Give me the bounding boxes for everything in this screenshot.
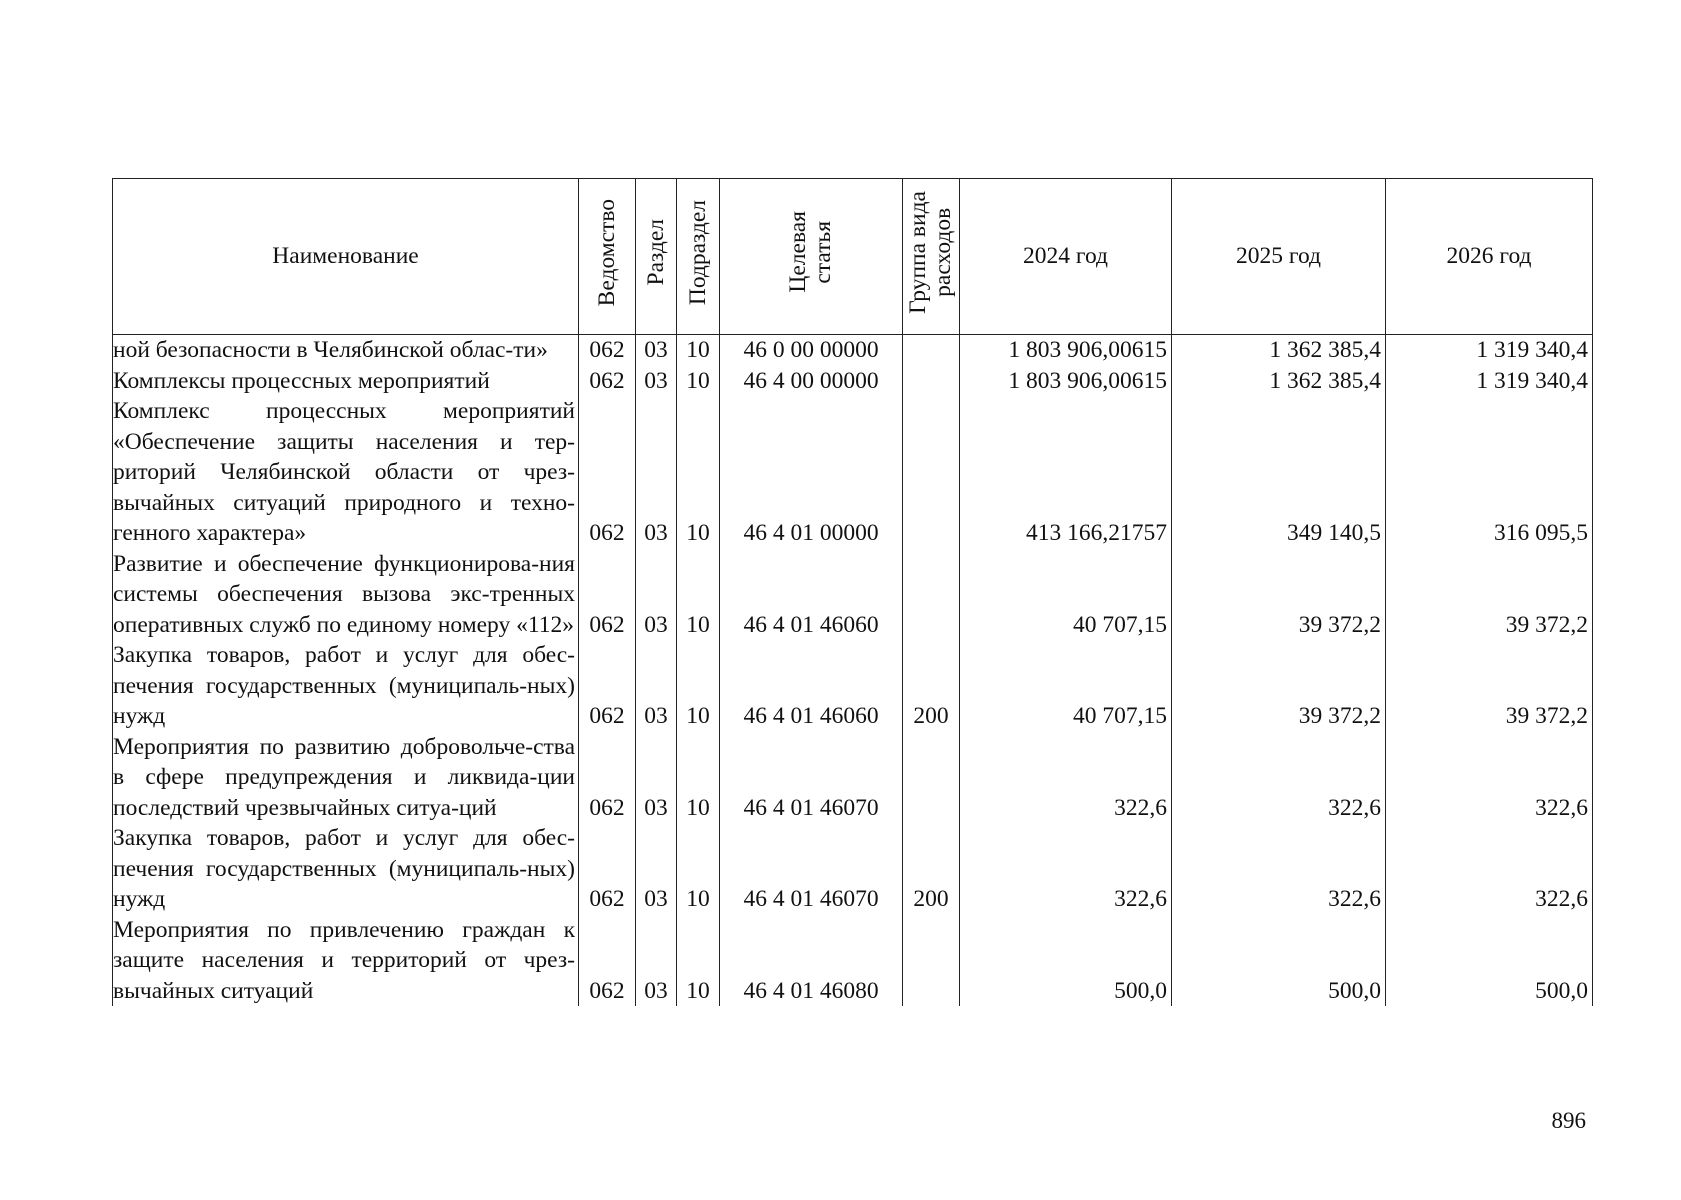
cell-razdel: 03	[636, 335, 677, 366]
cell-y2026: 1 319 340,4	[1386, 366, 1593, 397]
cell-podrazdel: 10	[677, 640, 720, 732]
table-header	[113, 179, 1593, 335]
cell-celevaya: 46 4 01 46060	[720, 640, 903, 732]
cell-y2024: 500,0	[960, 915, 1172, 1007]
table-row	[113, 732, 1593, 824]
cell-y2025: 1 362 385,4	[1172, 335, 1386, 366]
cell-y2024: 1 803 906,00615	[960, 335, 1172, 366]
cell-y2024: 40 707,15	[960, 549, 1172, 641]
cell-razdel: 03	[636, 823, 677, 915]
cell-name: Мероприятия по привлечению граждан к защите населения и территорий от чрез-вычайных ситуаций	[113, 915, 579, 1007]
cell-ved: 062	[579, 366, 636, 397]
cell-gruppa	[903, 366, 960, 397]
header-2024: 2024 год	[960, 179, 1172, 335]
cell-gruppa	[903, 732, 960, 824]
cell-gruppa	[903, 915, 960, 1007]
cell-y2026: 39 372,2	[1386, 549, 1593, 641]
cell-y2026: 500,0	[1386, 915, 1593, 1007]
cell-name: Закупка товаров, работ и услуг для обес-печения государственных (муниципаль-ных) нужд	[113, 640, 579, 732]
table-row	[113, 823, 1593, 915]
cell-y2025: 349 140,5	[1172, 396, 1386, 549]
header-gruppa	[903, 179, 960, 335]
cell-celevaya: 46 4 01 46060	[720, 549, 903, 641]
cell-gruppa	[903, 335, 960, 366]
cell-name: Закупка товаров, работ и услуг для обес-печения государственных (муниципаль-ных) нужд	[113, 823, 579, 915]
cell-celevaya: 46 0 00 00000	[720, 335, 903, 366]
cell-y2025: 322,6	[1172, 823, 1386, 915]
cell-name: Мероприятия по развитию добровольче-ства в сфере предупреждения и ликвида-ции последствий чрезвычайных ситуа-ций	[113, 732, 579, 824]
table-row	[113, 396, 1593, 549]
table-row	[113, 366, 1593, 397]
cell-razdel: 03	[636, 732, 677, 824]
table-row	[113, 335, 1593, 366]
cell-podrazdel: 10	[677, 549, 720, 641]
header-podrazdel-label: Подраздел	[684, 199, 711, 305]
cell-y2024: 40 707,15	[960, 640, 1172, 732]
cell-podrazdel: 10	[677, 335, 720, 366]
cell-ved: 062	[579, 915, 636, 1007]
cell-podrazdel: 10	[677, 366, 720, 397]
cell-razdel: 03	[636, 549, 677, 641]
cell-podrazdel: 10	[677, 823, 720, 915]
cell-name: Комплекс процессных мероприятий «Обеспечение защиты населения и тер-риторий Челябинской области от чрез-вычайных ситуаций природного и техно-генного характера»	[113, 396, 579, 549]
cell-gruppa	[903, 549, 960, 641]
cell-ved: 062	[579, 549, 636, 641]
page-number: 896	[1551, 1108, 1586, 1133]
cell-y2025: 500,0	[1172, 915, 1386, 1007]
cell-y2024: 322,6	[960, 823, 1172, 915]
cell-y2024: 322,6	[960, 732, 1172, 824]
cell-gruppa	[903, 396, 960, 549]
table-row	[113, 915, 1593, 1007]
cell-ved: 062	[579, 640, 636, 732]
cell-y2026: 1 319 340,4	[1386, 335, 1593, 366]
header-razdel-label: Раздел	[642, 219, 669, 286]
cell-ved: 062	[579, 823, 636, 915]
header-ved-label: Ведомство	[593, 198, 620, 306]
cell-name: ной безопасности в Челябинской облас-ти»	[113, 335, 579, 366]
header-gruppa-label: Группа вида расходов	[905, 190, 956, 314]
cell-podrazdel: 10	[677, 396, 720, 549]
cell-y2026: 322,6	[1386, 732, 1593, 824]
cell-y2026: 322,6	[1386, 823, 1593, 915]
cell-podrazdel: 10	[677, 732, 720, 824]
cell-y2024: 413 166,21757	[960, 396, 1172, 549]
cell-y2025: 39 372,2	[1172, 549, 1386, 641]
cell-celevaya: 46 4 01 46070	[720, 732, 903, 824]
table-row	[113, 549, 1593, 641]
header-name: Наименование	[113, 179, 579, 335]
header-ved	[579, 179, 636, 335]
cell-ved: 062	[579, 396, 636, 549]
cell-gruppa: 200	[903, 823, 960, 915]
header-podrazdel	[677, 179, 720, 335]
cell-gruppa: 200	[903, 640, 960, 732]
cell-celevaya: 46 4 00 00000	[720, 366, 903, 397]
table-row	[113, 640, 1593, 732]
cell-celevaya: 46 4 01 46070	[720, 823, 903, 915]
budget-table	[112, 178, 1593, 1006]
cell-razdel: 03	[636, 366, 677, 397]
cell-razdel: 03	[636, 396, 677, 549]
cell-y2024: 1 803 906,00615	[960, 366, 1172, 397]
cell-y2026: 316 095,5	[1386, 396, 1593, 549]
cell-y2025: 322,6	[1172, 732, 1386, 824]
header-celevaya	[720, 179, 903, 335]
cell-celevaya: 46 4 01 00000	[720, 396, 903, 549]
header-2026: 2026 год	[1386, 179, 1593, 335]
table-body	[113, 335, 1593, 1007]
cell-y2025: 1 362 385,4	[1172, 366, 1386, 397]
cell-y2025: 39 372,2	[1172, 640, 1386, 732]
cell-celevaya: 46 4 01 46080	[720, 915, 903, 1007]
cell-razdel: 03	[636, 640, 677, 732]
cell-ved: 062	[579, 335, 636, 366]
cell-name: Комплексы процессных мероприятий	[113, 366, 579, 397]
header-celevaya-label: Целевая статья	[785, 211, 836, 294]
header-2025: 2025 год	[1172, 179, 1386, 335]
cell-razdel: 03	[636, 915, 677, 1007]
cell-ved: 062	[579, 732, 636, 824]
cell-podrazdel: 10	[677, 915, 720, 1007]
cell-y2026: 39 372,2	[1386, 640, 1593, 732]
cell-name: Развитие и обеспечение функционирова-ния системы обеспечения вызова экс-тренных оперативных служб по единому номеру «112»	[113, 549, 579, 641]
header-razdel	[636, 179, 677, 335]
